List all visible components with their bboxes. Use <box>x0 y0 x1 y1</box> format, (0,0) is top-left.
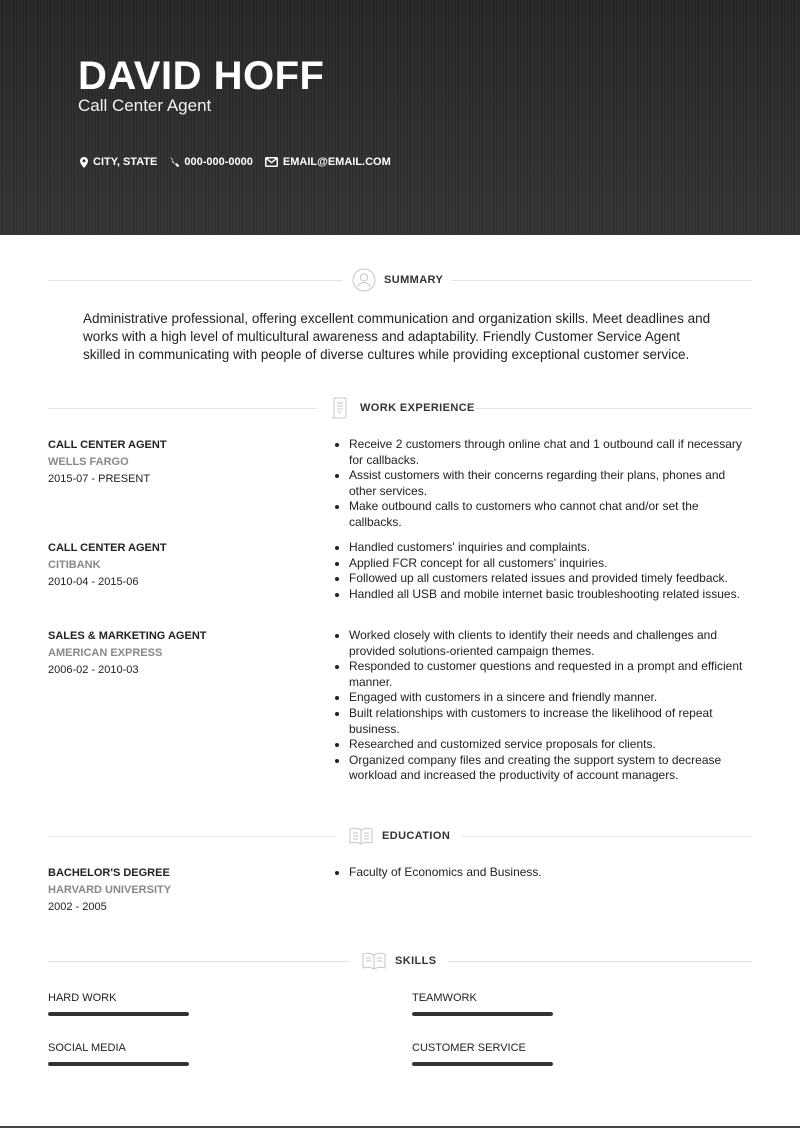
divider-line <box>476 408 752 409</box>
list-item: Handled customers' inquiries and complaints. <box>332 540 752 556</box>
skill-bar <box>48 1062 189 1066</box>
contact-email[interactable] <box>265 156 391 168</box>
map-pin-icon <box>80 157 88 168</box>
list-item: Make outbound calls to customers who cannot chat and/or set the callbacks. <box>332 499 752 530</box>
work-heading <box>48 396 752 420</box>
email-text[interactable]: EMAIL@EMAIL.COM <box>282 156 391 168</box>
divider-line <box>462 836 752 837</box>
divider-line <box>452 280 752 281</box>
education-dates: 2002 - 2005 <box>48 901 107 913</box>
job-dates: 2006-02 - 2010-03 <box>48 664 139 676</box>
education-heading <box>48 824 752 848</box>
education-meta <box>48 865 318 916</box>
candidate-name: DAVID HOFF <box>78 54 325 98</box>
list-item: Receive 2 customers through online chat and 1 outbound call if necessary for callbacks. <box>332 437 752 468</box>
education-title: EDUCATION <box>348 824 450 848</box>
divider-line <box>48 408 316 409</box>
skill-name: SOCIAL MEDIA <box>48 1042 126 1054</box>
header-banner <box>0 0 800 235</box>
skill-name: HARD WORK <box>48 992 117 1004</box>
list-item: Responded to customer questions and requested in a prompt and efficient manner. <box>332 659 752 690</box>
job-title: CALL CENTER AGENT <box>48 542 167 554</box>
job-company: AMERICAN EXPRESS <box>48 647 163 659</box>
job-meta <box>48 540 318 591</box>
job-meta <box>48 437 318 488</box>
work-title: WORK EXPERIENCE <box>328 396 475 420</box>
skill-bar <box>412 1012 553 1016</box>
skill-item <box>412 991 553 1016</box>
open-book-icon <box>361 949 387 973</box>
location-text: CITY, STATE <box>93 156 158 168</box>
divider-line <box>48 836 336 837</box>
summary-title: SUMMARY <box>352 268 443 292</box>
phone-icon <box>169 157 179 167</box>
list-item: Assist customers with their concerns regarding their plans, phones and other services. <box>332 468 752 499</box>
skills-title: SKILLS <box>361 949 437 973</box>
job-company: WELLS FARGO <box>48 456 129 468</box>
skill-bar <box>48 1012 189 1016</box>
contact-location <box>80 156 157 168</box>
job-dates: 2010-04 - 2015-06 <box>48 576 139 588</box>
summary-heading <box>48 268 752 292</box>
skill-bar-fill <box>412 1062 553 1066</box>
phone-text: 000-000-0000 <box>184 156 253 168</box>
skill-bar-fill <box>48 1012 189 1016</box>
skill-name: TEAMWORK <box>412 992 477 1004</box>
skill-item <box>48 1041 189 1066</box>
job-title: CALL CENTER AGENT <box>48 439 167 451</box>
list-item: Faculty of Economics and Business. <box>332 865 752 881</box>
job-duties <box>332 437 752 531</box>
skill-bar-fill <box>412 1012 553 1016</box>
divider-line <box>48 961 350 962</box>
skill-bar-fill <box>48 1062 189 1066</box>
list-item: Applied FCR concept for all customers' inquiries. <box>332 556 752 572</box>
summary-text: Administrative professional, offering excellent communication and organization skills. Meet deadlines and works with a high level of multicultural awareness and adaptability. Friendly Customer Service Agent skilled in communicating with people of diverse cultures while providing exceptional customer service. <box>83 311 711 362</box>
skill-bar <box>412 1062 553 1066</box>
list-item: Organized company files and creating the support system to decrease workload and increased the productivity of account managers. <box>332 753 752 784</box>
job-duties <box>332 628 752 784</box>
list-item: Followed up all customers related issues and provided timely feedback. <box>332 571 752 587</box>
skill-item <box>48 991 189 1016</box>
candidate-role: Call Center Agent <box>78 96 212 115</box>
job-company: CITIBANK <box>48 559 101 571</box>
skill-item <box>412 1041 553 1066</box>
skill-name: CUSTOMER SERVICE <box>412 1042 526 1054</box>
list-item: Built relationships with customers to increase the likelihood of repeat business. <box>332 706 752 737</box>
job-dates: 2015-07 - PRESENT <box>48 473 151 485</box>
degree-title: BACHELOR'S DEGREE <box>48 867 170 879</box>
job-title: SALES & MARKETING AGENT <box>48 630 207 642</box>
job-meta <box>48 628 318 679</box>
book-icon <box>348 824 374 848</box>
list-item: Worked closely with clients to identify their needs and challenges and provided solutions-oriented campaign themes. <box>332 628 752 659</box>
user-icon <box>352 268 376 292</box>
contact-phone <box>169 156 253 168</box>
education-details <box>332 865 752 881</box>
list-item: Researched and customized service proposals for clients. <box>332 737 752 753</box>
list-item: Engaged with customers in a sincere and friendly manner. <box>332 690 752 706</box>
job-duties <box>332 540 752 602</box>
school-name: HARVARD UNIVERSITY <box>48 884 172 896</box>
divider-line <box>48 280 342 281</box>
skills-heading <box>48 949 752 973</box>
divider-line <box>448 961 752 962</box>
list-item: Handled all USB and mobile internet basic troubleshooting related issues. <box>332 587 752 603</box>
envelope-icon <box>265 157 278 167</box>
contact-info <box>80 154 391 170</box>
scroll-icon <box>328 396 352 420</box>
